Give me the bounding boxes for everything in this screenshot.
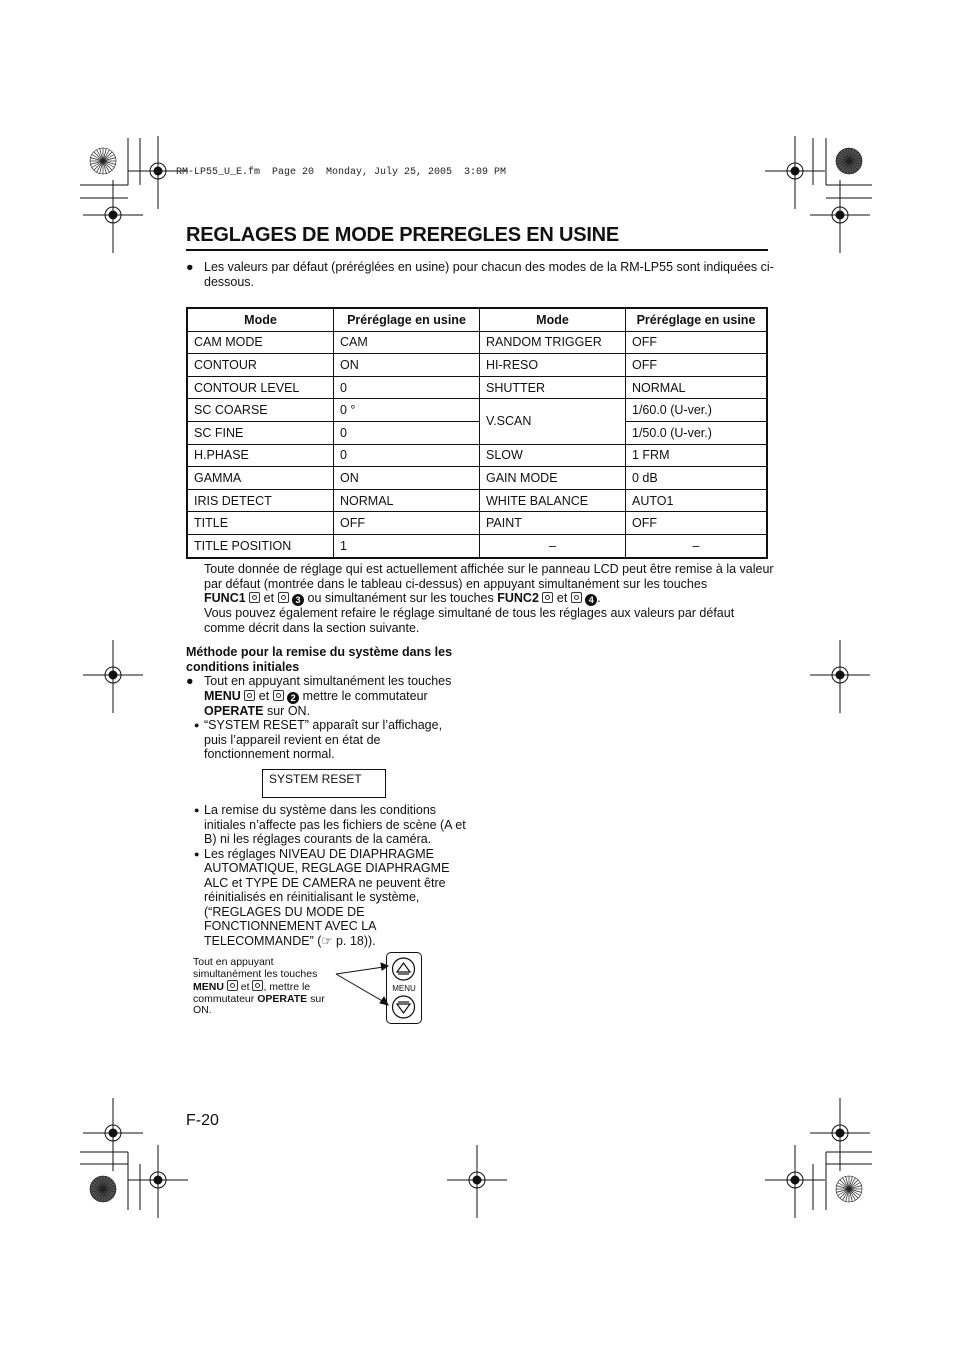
mode-cell: CAM MODE: [187, 331, 334, 354]
down-button-icon: [278, 592, 289, 603]
note-text: et: [263, 591, 275, 605]
table-row: [187, 489, 767, 512]
column-header: Mode: [187, 308, 334, 331]
operate-switch: OPERATE: [204, 703, 264, 718]
up-button-icon: [249, 592, 260, 603]
registration-crosshair-icon: [83, 640, 143, 713]
mode-cell: TITLE POSITION: [187, 534, 334, 557]
page-number: F-20: [186, 1112, 219, 1129]
table-row: [187, 354, 767, 377]
value-cell: 0 °: [334, 399, 480, 422]
value-cell: OFF: [626, 331, 768, 354]
number-2-icon: 2: [287, 692, 299, 704]
value-cell: –: [626, 534, 768, 557]
list-item: [186, 847, 466, 949]
caption-text: , mettre le commutateur: [193, 981, 311, 1005]
bullet-icon: ●: [194, 848, 200, 859]
registration-crosshair-icon: [447, 1145, 507, 1218]
caption-text: et: [240, 981, 250, 993]
table-row: [187, 467, 767, 490]
note-text: La remise du système dans les conditions initiales n’affecte pas les fichiers de scène (A et B) ni les réglages courants de la caméra.: [204, 803, 466, 846]
value-cell: 1/50.0 (U-ver.): [626, 421, 768, 444]
section-heading: Méthode pour la remise du système dans les conditions initiales: [186, 645, 453, 674]
page-title: REGLAGES DE MODE PREREGLES EN USINE: [186, 224, 620, 246]
note-text: ou simultanément sur les touches: [307, 591, 494, 605]
mode-cell: SC FINE: [187, 421, 334, 444]
intro-paragraph: [186, 260, 776, 289]
mode-cell: V.SCAN: [480, 399, 626, 444]
table-header-row: [187, 308, 767, 331]
mode-cell: SC COARSE: [187, 399, 334, 422]
mode-cell: IRIS DETECT: [187, 489, 334, 512]
registration-crosshair-icon: [83, 1098, 143, 1171]
caption-arrows: [332, 960, 392, 1010]
value-cell: 0 dB: [626, 467, 768, 490]
mode-cell: H.PHASE: [187, 444, 334, 467]
list-item: [186, 803, 466, 847]
table-row: [187, 512, 767, 535]
down-button-icon: [273, 690, 284, 701]
value-cell: 0: [334, 376, 480, 399]
value-cell: 0: [334, 444, 480, 467]
value-cell: OFF: [626, 512, 768, 535]
value-cell: OFF: [334, 512, 480, 535]
mode-cell: TITLE: [187, 512, 334, 535]
bullet-icon: ●: [194, 720, 200, 730]
up-button-icon: [244, 690, 255, 701]
table-row: [187, 444, 767, 467]
menu-key: MENU: [193, 981, 224, 993]
registration-crosshair-icon: [810, 180, 870, 253]
caption-text: sur ON.: [193, 992, 325, 1016]
table-row: [187, 399, 767, 422]
value-cell: OFF: [626, 354, 768, 377]
note-text: .: [597, 591, 601, 605]
list-item: [186, 718, 466, 762]
bullet-icon: ●: [186, 674, 194, 688]
registration-crosshair-icon: [83, 180, 143, 253]
factory-settings-table: [186, 307, 768, 559]
mode-cell: GAMMA: [187, 467, 334, 490]
mode-cell: CONTOUR LEVEL: [187, 376, 334, 399]
table-row: [187, 376, 767, 399]
value-cell: ON: [334, 467, 480, 490]
bullet-icon: ●: [186, 260, 194, 274]
menu-up-button-icon: [393, 958, 415, 980]
remote-menu-buttons: [386, 952, 422, 1024]
reset-notes: [186, 803, 466, 948]
reset-note: [204, 562, 774, 635]
table-row: [187, 421, 767, 444]
value-cell: 1: [334, 534, 480, 557]
down-button-icon: [252, 980, 263, 991]
remote-menu-label: MENU: [392, 984, 416, 993]
table-row: [187, 331, 767, 354]
mode-cell: GAIN MODE: [480, 467, 626, 490]
value-cell: CAM: [334, 331, 480, 354]
registration-crosshair-icon: [810, 1098, 870, 1171]
value-cell: 1 FRM: [626, 444, 768, 467]
lcd-display-sample: SYSTEM RESET: [262, 769, 386, 798]
mode-cell: CONTOUR: [187, 354, 334, 377]
intro-text: Les valeurs par défaut (préréglées en usine) pour chacun des modes de la RM-LP55 sont indiquées ci-dessous.: [204, 260, 774, 289]
registration-rosette-icon: [836, 148, 862, 174]
value-cell: AUTO1: [626, 489, 768, 512]
mode-cell: SLOW: [480, 444, 626, 467]
up-button-icon: [227, 980, 238, 991]
title-rule: [186, 249, 768, 251]
note-text: Toute donnée de réglage qui est actuellement affichée sur le panneau LCD peut être remise à la valeur par défaut (montrée dans le tableau ci-dessus) en appuyant simultanément sur les touches: [204, 562, 774, 591]
func2-key: FUNC2: [497, 591, 539, 605]
file-header: RM-LP55_U_E.fm Page 20 Monday, July 25, 2005 3:09 PM: [176, 167, 507, 178]
step-text: sur ON.: [266, 703, 311, 718]
mode-cell: –: [480, 534, 626, 557]
note-text: Vous pouvez également refaire le réglage simultané de tous les réglages aux valeurs par défaut comme décrit dans la section suivante.: [204, 606, 735, 635]
mode-cell: PAINT: [480, 512, 626, 535]
menu-down-button-icon: [393, 996, 415, 1018]
step-text: “SYSTEM RESET” apparaît sur l’affichage, puis l’appareil revient en état de fonctionnement normal.: [204, 718, 443, 761]
mode-cell: WHITE BALANCE: [480, 489, 626, 512]
figure-caption: [193, 957, 343, 1017]
step-text: et: [258, 688, 270, 703]
step-text: Tout en appuyant simultanément les touches: [204, 674, 452, 688]
menu-key: MENU: [204, 688, 241, 703]
caption-text: Tout en appuyant simultanément les touches: [193, 956, 318, 980]
registration-rosette-icon: [90, 148, 116, 174]
value-cell: NORMAL: [626, 376, 768, 399]
value-cell: NORMAL: [334, 489, 480, 512]
number-3-icon: 3: [292, 594, 304, 606]
bullet-icon: ●: [194, 805, 200, 815]
registration-crosshair-icon: [810, 640, 870, 713]
up-button-icon: [542, 592, 553, 603]
operate-switch: OPERATE: [257, 992, 308, 1005]
mode-cell: RANDOM TRIGGER: [480, 331, 626, 354]
registration-crosshair-icon: [765, 136, 825, 209]
registration-rosette-icon: [90, 1176, 116, 1202]
value-cell: 1/60.0 (U-ver.): [626, 399, 768, 422]
column-header: Préréglage en usine: [626, 308, 768, 331]
number-4-icon: 4: [585, 594, 597, 606]
value-cell: ON: [334, 354, 480, 377]
func1-key: FUNC1: [204, 591, 246, 605]
down-button-icon: [571, 592, 582, 603]
reset-steps: [186, 674, 466, 762]
mode-cell: HI-RESO: [480, 354, 626, 377]
registration-crosshair-icon: [128, 1145, 188, 1218]
registration-crosshair-icon: [765, 1145, 825, 1218]
mode-cell: SHUTTER: [480, 376, 626, 399]
column-header: Mode: [480, 308, 626, 331]
value-cell: 0: [334, 421, 480, 444]
table-row: [187, 534, 767, 557]
registration-rosette-icon: [836, 1176, 862, 1202]
note-text: Les réglages NIVEAU DE DIAPHRAGME AUTOMATIQUE, REGLAGE DIAPHRAGME ALC et TYPE DE CAMERA ne peuvent être réinitialisés en réinitialisant le système, (“REGLAGES DU MODE DE FONCTIONNEMENT AVEC LA TELECOMMANDE” (☞ p. 18)).: [204, 846, 450, 948]
step-text: mettre le commutateur: [302, 688, 428, 703]
column-header: Préréglage en usine: [334, 308, 480, 331]
note-text: et: [556, 591, 568, 605]
list-item: [186, 674, 466, 718]
